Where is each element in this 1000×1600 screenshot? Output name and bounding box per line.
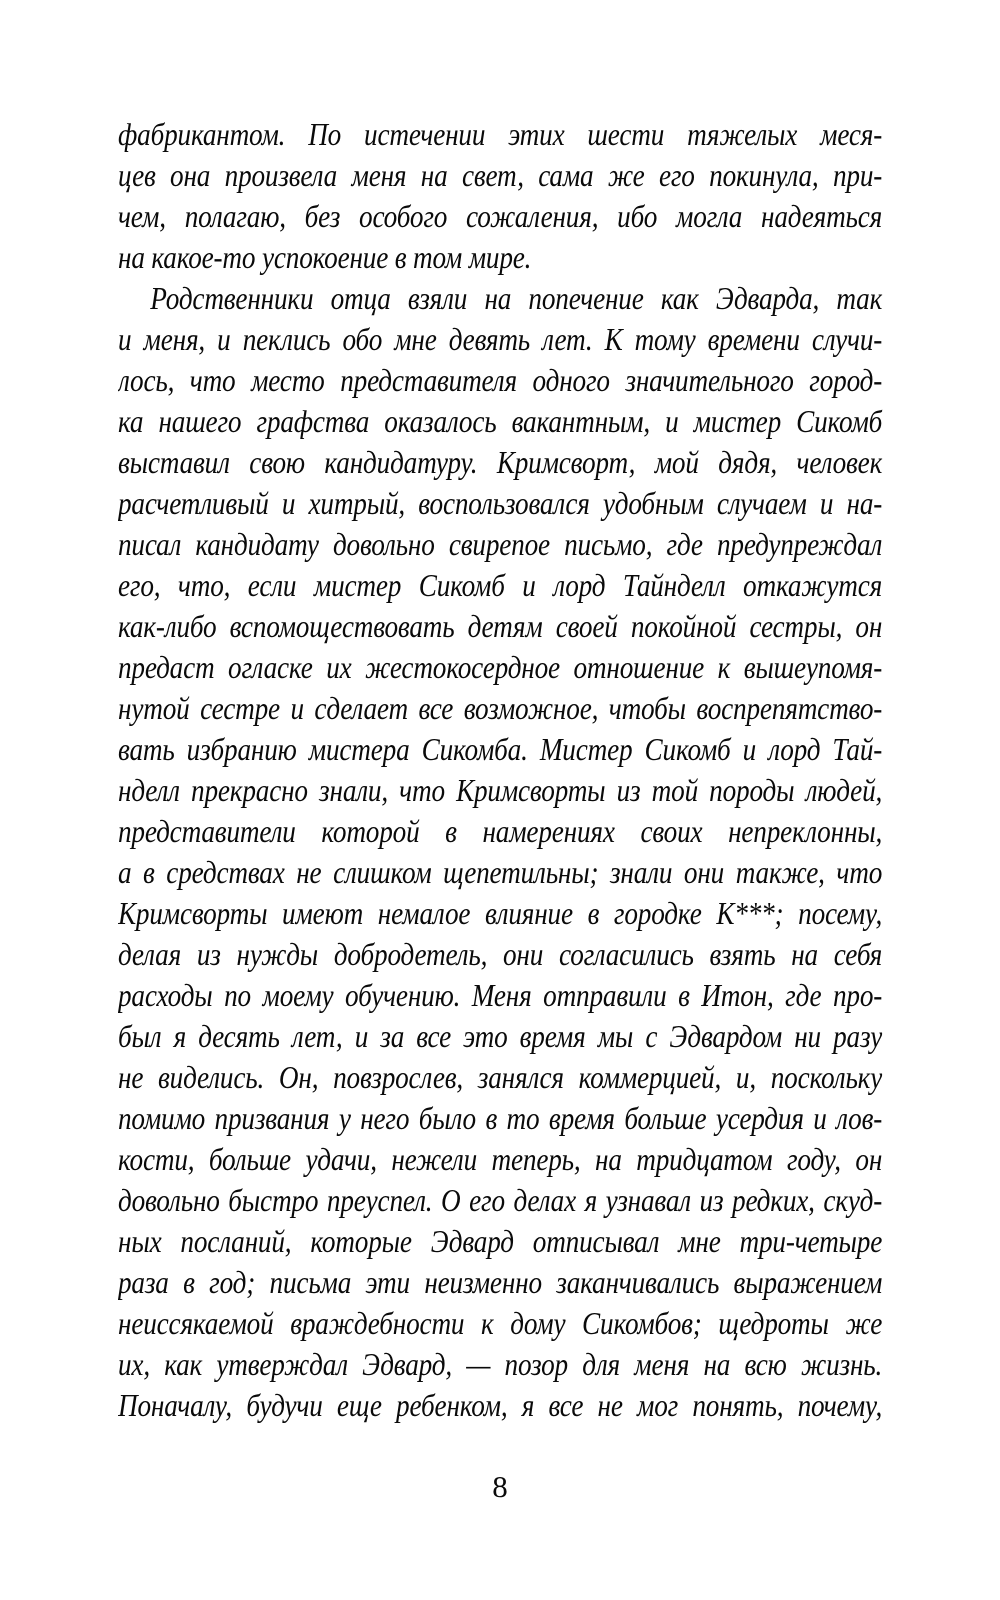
text-line: на какое-то успокоение в том мире. [118, 239, 532, 275]
text-line: раза в год; письма эти неизменно заканчивались выражением [118, 1264, 883, 1300]
text-line: расходы по моему обучению. Меня отправили в Итон, где про- [118, 977, 883, 1013]
text-line: Родственники отца взяли на попечение как Эдварда, так [150, 280, 883, 316]
text-line: был я десять лет, и за все это время мы с Эдвардом ни разу [118, 1018, 883, 1054]
text-line: писал кандидату довольно свирепое письмо, где предупреждал [118, 526, 883, 562]
page-number: 8 [492, 1469, 508, 1504]
text-line: представители которой в намерениях своих непреклонны, [118, 813, 883, 849]
text-line: делая из нужды добродетель, они согласились взять на себя [118, 936, 883, 972]
text-line: а в средствах не слишком щепетильны; знали они также, что [118, 854, 883, 890]
text-line: выставил свою кандидатуру. Кримсворт, мой дядя, человек [118, 444, 883, 480]
text-line: нутой сестре и сделает все возможное, чтобы воспрепятство- [118, 690, 883, 726]
text-line: лось, что место представителя одного значительного город- [118, 362, 883, 398]
text-line: вать избранию мистера Сикомба. Мистер Сикомб и лорд Тай- [118, 731, 883, 767]
text-line: Кримсворты имеют немалое влияние в городке К***; посему, [118, 895, 883, 931]
text-line: ка нашего графства оказалось вакантным, и мистер Сикомб [118, 403, 883, 439]
text-line: их, как утверждал Эдвард, — позор для меня на всю жизнь. [118, 1346, 883, 1382]
text-line: помимо призвания у него было в то время больше усердия и лов- [118, 1100, 883, 1136]
text-line: ных посланий, которые Эдвард отписывал мне три-четыре [118, 1223, 883, 1259]
text-line: расчетливый и хитрый, воспользовался удобным случаем и на- [118, 485, 883, 521]
paragraph [118, 114, 882, 278]
text-line: цев она произвела меня на свет, сама же его покинула, при- [118, 157, 883, 193]
text-line: как-либо вспомоществовать детям своей покойной сестры, он [118, 608, 883, 644]
text-line: неиссякаемой враждебности к дому Сикомбов; щедроты же [118, 1305, 883, 1341]
page-text [118, 114, 882, 1426]
text-line: и меня, и пеклись обо мне девять лет. К тому времени случи- [118, 321, 883, 357]
text-line: предаст огласке их жестокосердное отношение к вышеупомя- [118, 649, 883, 685]
text-line: его, что, если мистер Сикомб и лорд Тайнделл откажутся [118, 567, 883, 603]
text-line: кости, больше удачи, нежели теперь, на тридцатом году, он [118, 1141, 883, 1177]
text-line: Поначалу, будучи еще ребенком, я все не мог понять, почему, [118, 1387, 883, 1423]
text-line: довольно быстро преуспел. О его делах я узнавал из редких, скуд- [118, 1182, 883, 1218]
text-line: не виделись. Он, повзрослев, занялся коммерцией, и, поскольку [118, 1059, 883, 1095]
text-line: чем, полагаю, без особого сожаления, ибо могла надеяться [118, 198, 883, 234]
text-line: фабрикантом. По истечении этих шести тяжелых меся- [118, 116, 883, 152]
text-line: нделл прекрасно знали, что Кримсворты из той породы людей, [118, 772, 883, 808]
paragraph [118, 278, 882, 1426]
